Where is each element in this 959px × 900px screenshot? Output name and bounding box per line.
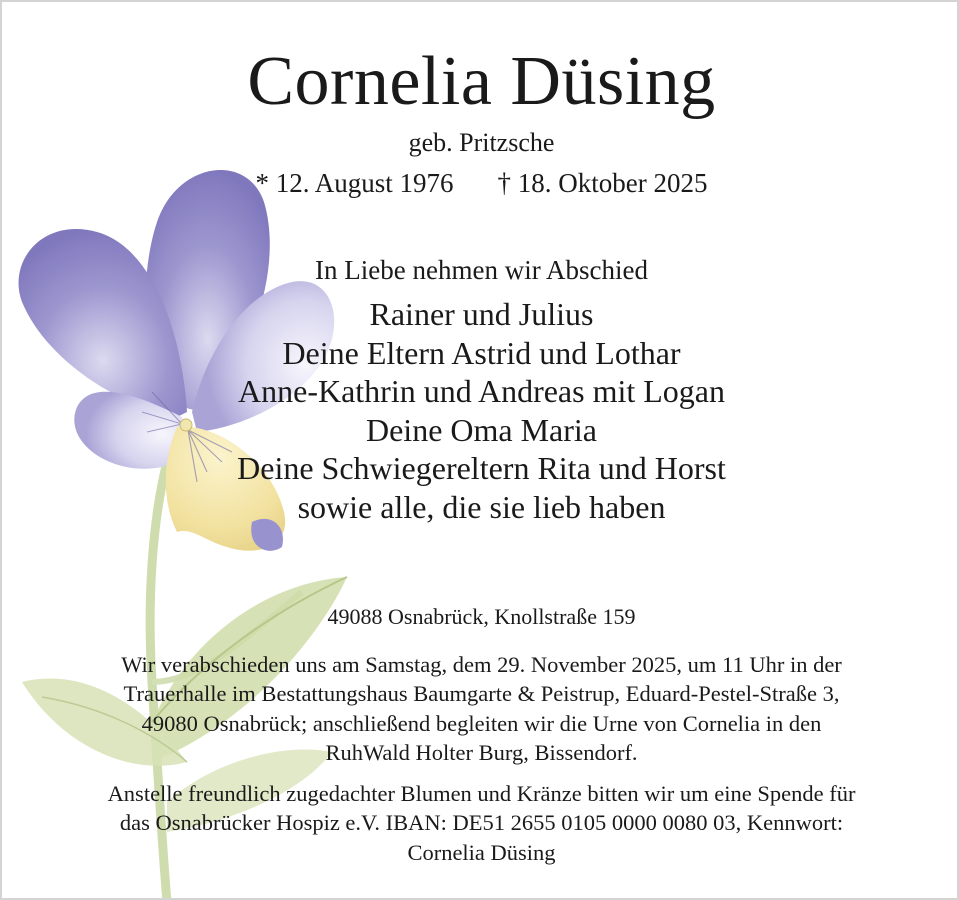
donation-line: Cornelia Düsing [407, 839, 556, 865]
mourner-line: sowie alle, die sie lieb haben [297, 488, 666, 525]
farewell-intro: In Liebe nehmen wir Abschied [315, 255, 648, 285]
ceremony-line: Wir verabschieden uns am Samstag, dem 29. November 2025, um 11 Uhr in der [121, 652, 842, 677]
deceased-name: Cornelia Düsing [247, 43, 716, 120]
ceremony-line: Trauerhalle im Bestattungshaus Baumgarte & Peistrup, Eduard-Pestel-Straße 3, [123, 681, 840, 707]
home-address: 49088 Osnabrück, Knollstraße 159 [327, 604, 636, 629]
birth-date: * 12. August 1976 [255, 168, 454, 198]
mourner-line: Rainer und Julius [369, 296, 594, 332]
mourner-line: Deine Schwiegereltern Rita und Horst [237, 450, 726, 487]
donation-line: das Osnabrücker Hospiz e.V. IBAN: DE51 2655 0105 0000 0080 03, Kennwort: [119, 810, 844, 836]
ceremony-line: RuhWald Holter Burg, Bissendorf. [325, 739, 638, 765]
death-date: † 18. Oktober 2025 [497, 168, 708, 198]
mourner-line: Deine Eltern Astrid und Lothar [282, 334, 681, 371]
birth-name: geb. Pritzsche [408, 128, 555, 157]
donation-request [2, 779, 959, 867]
donation-line: Anstelle freundlich zugedachter Blumen und Kränze bitten wir um eine Spende für [107, 781, 856, 806]
life-dates [2, 168, 959, 199]
ceremony-line: 49080 Osnabrück; anschließend begleiten wir die Urne von Cornelia in den [141, 710, 822, 736]
mourner-line: Anne-Kathrin und Andreas mit Logan [238, 373, 725, 410]
ceremony-details [2, 650, 959, 767]
mourners-list [2, 295, 959, 527]
mourner-line: Deine Oma Maria [365, 411, 597, 448]
